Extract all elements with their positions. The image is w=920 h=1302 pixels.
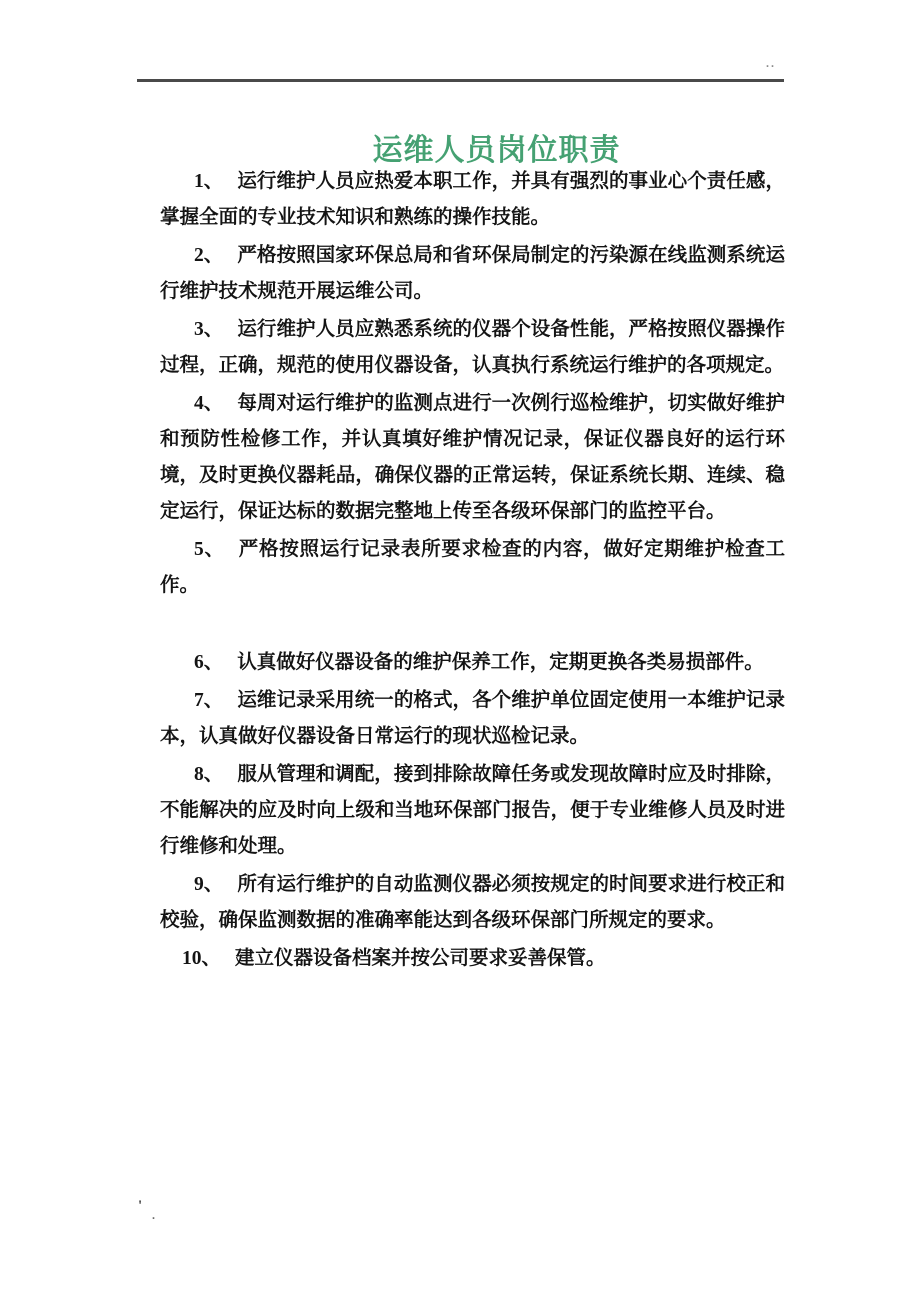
item-number: 5、 <box>194 539 225 560</box>
list-item <box>160 645 785 681</box>
list-item <box>160 867 785 939</box>
list-item <box>160 941 785 977</box>
list-item <box>160 312 785 384</box>
item-text: 服从管理和调配，接到排除故障任务或发现故障时应及时排除，不能解决的应及时向上级和当地环保部门报告，便于专业维修人员及时进行维修和处理。 <box>160 764 785 857</box>
list-item <box>160 757 785 865</box>
footer-mark-right: . <box>152 1208 155 1222</box>
item-text: 建立仪器设备档案并按公司要求妥善保管。 <box>235 948 606 969</box>
item-text: 运维记录采用统一的格式，各个维护单位固定使用一本维护记录本，认真做好仪器设备日常运行的现状巡检记录。 <box>160 690 785 747</box>
item-text: 认真做好仪器设备的维护保养工作，定期更换各类易损部件。 <box>237 652 764 673</box>
item-text: 严格按照国家环保总局和省环保局制定的污染源在线监测系统运行维护技术规范开展运维公司。 <box>160 245 785 302</box>
item-number: 1、 <box>194 171 224 192</box>
item-text: 运行维护人员应熟悉系统的仪器个设备性能，严格按照仪器操作过程，正确，规范的使用仪器设备，认真执行系统运行维护的各项规定。 <box>160 319 785 376</box>
item-number: 4、 <box>194 393 224 414</box>
header-marks: .. <box>766 56 776 70</box>
item-number: 6、 <box>194 652 224 673</box>
list-item <box>160 386 785 530</box>
item-list <box>160 164 785 979</box>
list-item <box>160 238 785 310</box>
document-title: 运维人员岗位职责 <box>372 134 621 168</box>
footer-mark-left: ' <box>138 1198 143 1214</box>
list-item <box>160 532 785 604</box>
item-text: 严格按照运行记录表所要求检查的内容，做好定期维护检查工作。 <box>160 539 785 596</box>
item-number: 8、 <box>194 764 224 785</box>
header-rule <box>137 79 784 82</box>
item-text: 每周对运行维护的监测点进行一次例行巡检维护，切实做好维护和预防性检修工作，并认真填好维护情况记录，保证仪器良好的运行环境，及时更换仪器耗品，确保仪器的正常运转，保证系统长期、连续、稳定运行，保证达标的数据完整地上传至各级环保部门的监控平台。 <box>160 393 785 522</box>
item-number: 3、 <box>194 319 224 340</box>
item-number: 2、 <box>194 245 224 266</box>
item-number: 7、 <box>194 690 224 711</box>
item-number: 9、 <box>194 874 224 895</box>
item-number: 10、 <box>182 948 222 969</box>
item-text: 所有运行维护的自动监测仪器必须按规定的时间要求进行校正和校验，确保监测数据的准确率能达到各级环保部门所规定的要求。 <box>160 874 785 931</box>
item-text: 运行维护人员应热爱本职工作，并具有强烈的事业心个责任感，掌握全面的专业技术知识和熟练的操作技能。 <box>160 171 785 228</box>
list-item <box>160 683 785 755</box>
list-item <box>160 164 785 236</box>
